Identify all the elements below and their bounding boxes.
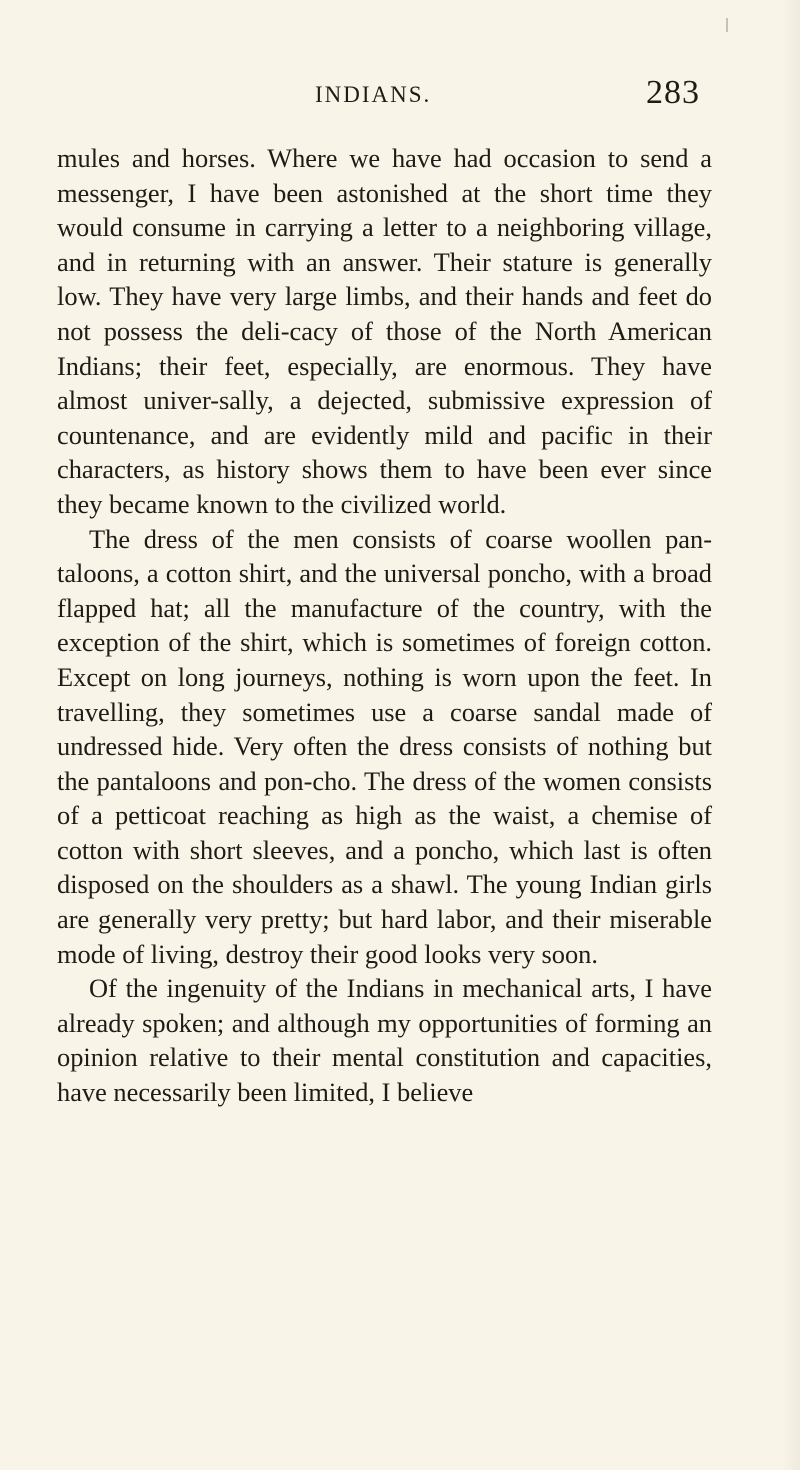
page-number: 283 (646, 74, 700, 111)
page-gutter-shadow (782, 0, 800, 1470)
paragraph-continued: mules and horses. Where we have had occasion to send a messenger, I have been astonished at the short time they would consume in carrying a letter to a neighboring village, and in returning with an answer. Their stature is generally low. They have very large limbs, and their hands and feet do not possess the deli-cacy of those of the North American Indians; their feet, especially, are enormous. They have almost univer-sally, a dejected, submissive expression of countenance, and are evidently mild and pacific in their characters, as history shows them to have been ever since they became known to the civilized world. (57, 143, 712, 519)
running-head: INDIANS. (315, 82, 432, 107)
page-edge-mark (726, 18, 728, 32)
paragraph-dress: The dress of the men consists of coarse woollen pan-taloons, a cotton shirt, and the universal poncho, with a broad flapped hat; all the manufacture of the country, with the exception of the shirt, which is sometimes of foreign cotton. Except on long journeys, nothing is worn upon the feet. In travelling, they sometimes use a coarse sandal made of undressed hide. Very often the dress consists of nothing but the pantaloons and pon-cho. The dress of the women consists of a petticoat reaching as high as the waist, a chemise of cotton with short sleeves, and a poncho, which last is often disposed on the shoulders as a shawl. The young Indian girls are generally very pretty; but hard labor, and their miserable mode of living, destroy their good looks very soon. (57, 523, 712, 969)
page-header (0, 74, 800, 124)
paragraph-ingenuity: Of the ingenuity of the Indians in mechanical arts, I have already spoken; and although my opportunities of forming an opinion relative to their mental constitution and capacities, have necessarily been limited, I believe (57, 973, 712, 1108)
body-text (57, 141, 712, 1110)
